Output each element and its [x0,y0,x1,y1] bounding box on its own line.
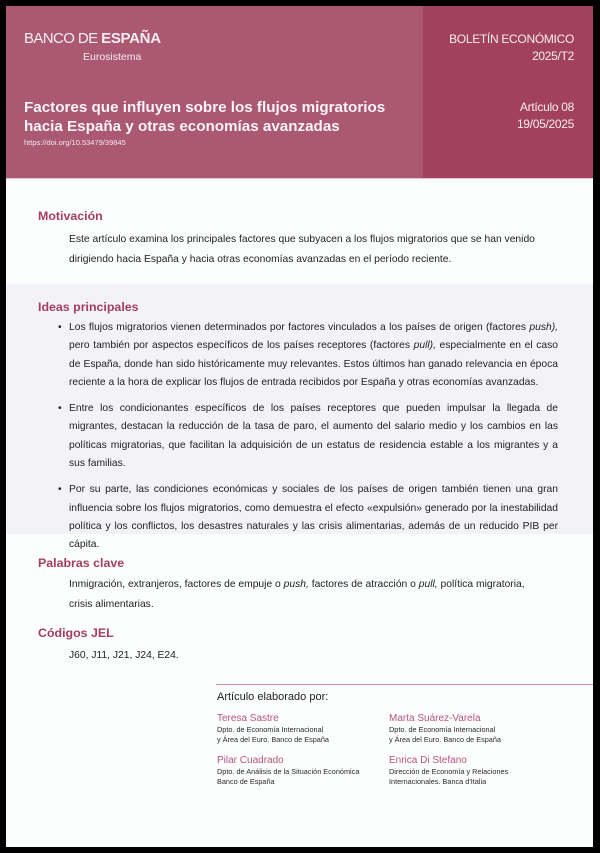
article-date: 19/05/2025 [516,117,574,131]
author-affiliation: Dpto. de Economía Internacional [389,725,496,734]
author-affiliation: y Área del Euro. Banco de España [217,735,329,744]
ideas-list [58,319,558,563]
author-name: Teresa Sastre [217,713,279,724]
ideas-heading: Ideas principales [38,300,139,314]
jel-heading: Códigos JEL [38,626,114,640]
document-page [6,6,593,847]
idea-text: Los flujos migratorios vienen determinados por factores vinculados a los países de origen (factores [69,322,530,333]
header [6,6,593,179]
keywords-text [69,575,549,615]
logo-subtitle: Eurosistema [83,51,142,63]
publication-issue: 2025/T2 [532,49,574,63]
title-line-1: Factores que influyen sobre los flujos migratorios [24,99,386,116]
article-info [517,99,574,133]
keywords-part: factores de atracción o [308,579,419,590]
logo-part1: BANCO DE [24,30,102,47]
keywords-italic: pull, [418,579,438,590]
publication-info [449,31,574,65]
idea-text: pero también por aspectos específicos de los países receptores (factores [69,340,414,352]
idea-text: Por su parte, las condiciones económicas y sociales de los países de origen también tienen una gran influencia sobre los flujos migratorios, como demuestra el efecto «expulsión» generado por la inestabilidad política y los conflictos, los desastres naturales y las crisis alimentarias, además de un reducido PIB per cápita. [69,484,558,551]
motivation-text: Este artículo examina los principales factores que subyacen a los flujos migratorios que se han venido dirigiendo hacia España y hacia otras economías avanzadas en el período reciente. [69,234,535,265]
idea-item [58,481,558,554]
authors-heading: Artículo elaborado por: [217,691,329,703]
logo-wordmark [24,30,161,47]
title-line-2: hacia España y otras economías avanzadas [24,118,340,135]
idea-item [58,319,558,392]
author-affiliation: Dirección de Economía y Relaciones [389,767,509,776]
article-number: Artículo 08 [519,100,574,114]
bullet-icon: • [58,322,62,333]
idea-text: especialmente en el caso de España, donde han sido históricamente muy relevantes. Estos últimos han ganado relevancia en época reciente a la hora de explicar los flujos de entrada recibidos por España y otras economías avanzadas. [69,340,558,388]
idea-italic: push), [529,322,558,333]
author-card [217,755,397,787]
idea-italic: pull), [413,340,436,352]
keywords-heading: Palabras clave [38,556,125,570]
header-divider [6,178,593,179]
idea-item [58,400,558,473]
author-name: Pilar Cuadrado [217,755,284,766]
bullet-icon: • [58,484,62,496]
keywords-italic: push, [283,579,309,590]
author-affiliation: Dpto. de Economía Internacional [217,725,324,734]
keywords-part: política migratoria, crisis alimentarias. [69,579,525,610]
idea-text: Entre los condicionantes específicos de los países receptores que pueden impulsar la llegada de migrantes, destacan la reducción de la tasa de paro, el aumento del salario medio y los cambios en las políticas migratorias, que facilitan la adquisición de un estatus de residencia estable a los migrantes y a sus familias. [69,403,558,470]
author-card [389,713,569,745]
author-affiliation: Dpto. de Análisis de la Situación Económica [217,767,360,776]
author-affiliation: y Área del Euro. Banco de España [389,735,501,744]
logo-part2: ESPAÑA [101,30,161,47]
article-title [24,98,404,136]
author-name: Enrica Di Stefano [389,755,467,766]
author-card [389,755,569,787]
authors-divider [216,684,593,685]
motivation-heading: Motivación [38,209,103,223]
doi-link[interactable]: https://doi.org/10.53479/39845 [24,138,126,147]
keywords-part: Inmigración, extranjeros, factores de empuje o [69,579,284,590]
author-affiliation: Internacionales. Banca d'Italia [389,777,487,786]
bank-logo [24,30,161,63]
jel-codes: J60, J11, J21, J24, E24. [69,650,179,661]
author-name: Marta Suárez-Varela [389,713,481,724]
bullet-icon: • [58,403,62,415]
publication-name: BOLETÍN ECONÓMICO [449,32,574,46]
author-affiliation: Banco de España [217,777,275,786]
author-card [217,713,397,745]
